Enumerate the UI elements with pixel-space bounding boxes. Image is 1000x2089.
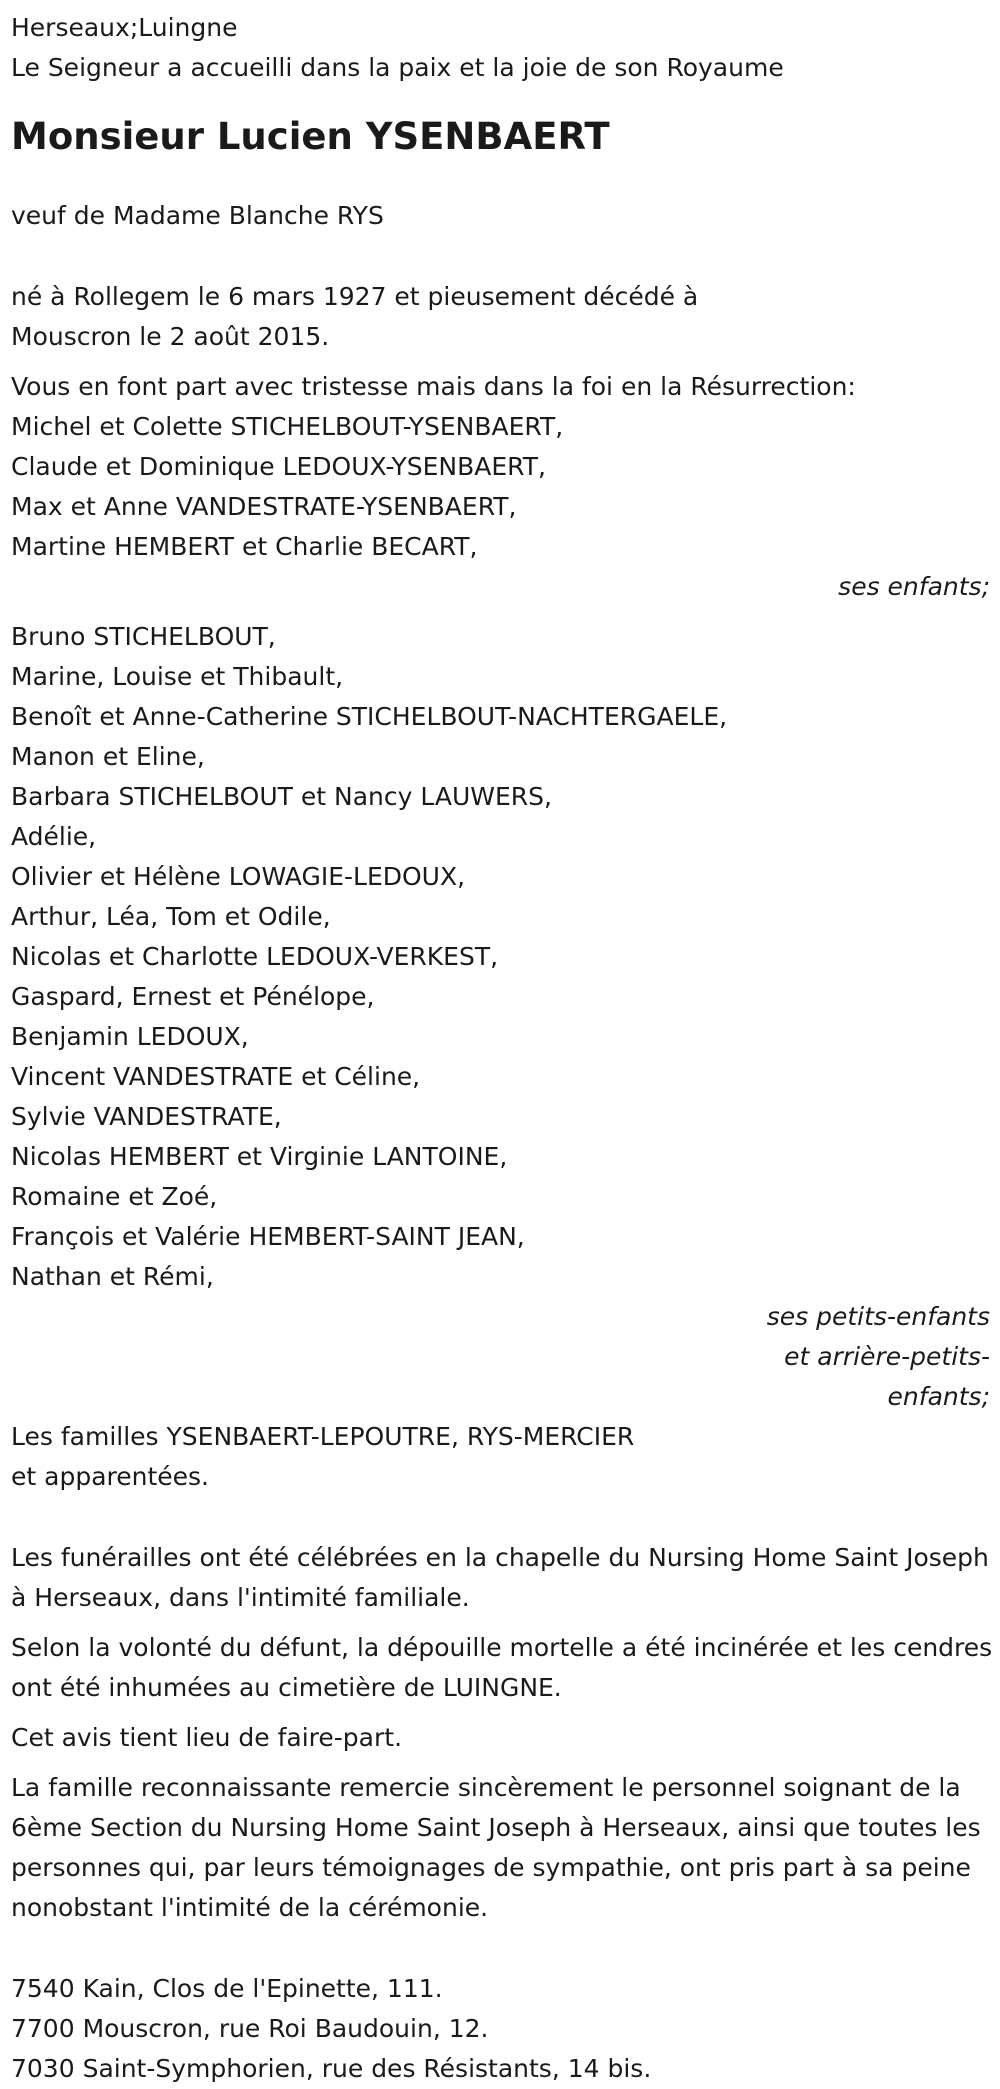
grandchild-entry: Vincent VANDESTRATE et Céline,: [11, 1062, 421, 1091]
families-line: Les familles YSENBAERT-LEPOUTRE, RYS-MERCIER: [11, 1422, 635, 1451]
birth-death-line: né à Rollegem le 6 mars 1927 et pieusement décédé à Mouscron le 2 août 2015.: [11, 282, 699, 351]
grandchild-entry: Adélie,: [11, 822, 97, 851]
grandchild-entry: Benoît et Anne-Catherine STICHELBOUT-NACHTERGAELE,: [11, 702, 728, 731]
children-list: [11, 407, 990, 567]
grandchild-entry: Manon et Eline,: [11, 742, 205, 771]
grandchild-entry: Olivier et Hélène LOWAGIE-LEDOUX,: [11, 862, 466, 891]
address-line: 7700 Mouscron, rue Roi Baudouin, 12.: [11, 2014, 489, 2043]
grandchildren-label-line: et arrière-petits-: [784, 1342, 990, 1371]
grandchildren-label-line: ses petits-enfants: [766, 1302, 990, 1331]
grandchild-entry: Marine, Louise et Thibault,: [11, 662, 344, 691]
grandchild-entry: Bruno STICHELBOUT,: [11, 622, 276, 651]
funeral-paragraph: Les funérailles ont été célébrées en la chapelle du Nursing Home Saint Joseph à Herseaux, dans l'intimité familiale.: [11, 1543, 989, 1612]
addresses-block: [11, 1969, 990, 2089]
notice-paragraph: Cet avis tient lieu de faire-part.: [11, 1723, 403, 1752]
grandchild-entry: Barbara STICHELBOUT et Nancy LAUWERS,: [11, 782, 552, 811]
grandchild-entry: Nicolas HEMBERT et Virginie LANTOINE,: [11, 1142, 508, 1171]
families-block: [11, 1417, 990, 1497]
thanks-paragraph: La famille reconnaissante remercie sincèrement le personnel soignant de la 6ème Section du Nursing Home Saint Joseph à Herseaux, ainsi que toutes les personnes qui, par leurs témoignages de sympathie, ont pris part à sa peine nonobstant l'intimité de la cérémonie.: [11, 1773, 981, 1922]
grandchildren-list: [11, 617, 990, 1297]
child-entry: Claude et Dominique LEDOUX-YSENBAERT,: [11, 452, 546, 481]
grandchildren-label: [11, 1297, 990, 1417]
child-entry: Max et Anne VANDESTRATE-YSENBAERT,: [11, 492, 517, 521]
grandchild-entry: Romaine et Zoé,: [11, 1182, 218, 1211]
deceased-name: Monsieur Lucien YSENBAERT: [11, 115, 610, 158]
grandchild-entry: Benjamin LEDOUX,: [11, 1022, 249, 1051]
cremation-paragraph: Selon la volonté du défunt, la dépouille mortelle a été incinérée et les cendres ont été inhumées au cimetière de LUINGNE.: [11, 1633, 993, 1702]
announcement-line: Vous en font part avec tristesse mais dans la foi en la Résurrection:: [11, 372, 856, 401]
spouse-line: veuf de Madame Blanche RYS: [11, 201, 384, 230]
families-line: et apparentées.: [11, 1462, 209, 1491]
grandchild-entry: François et Valérie HEMBERT-SAINT JEAN,: [11, 1222, 525, 1251]
child-entry: Martine HEMBERT et Charlie BECART,: [11, 532, 478, 561]
grandchild-entry: Arthur, Léa, Tom et Odile,: [11, 902, 331, 931]
grandchild-entry: Sylvie VANDESTRATE,: [11, 1102, 282, 1131]
grandchildren-label-line: enfants;: [887, 1382, 990, 1411]
intro-line: Le Seigneur a accueilli dans la paix et la joie de son Royaume: [11, 53, 784, 82]
address-line: 7540 Kain, Clos de l'Epinette, 111.: [11, 1974, 443, 2003]
grandchild-entry: Gaspard, Ernest et Pénélope,: [11, 982, 375, 1011]
children-label: ses enfants;: [838, 572, 990, 601]
grandchild-entry: Nathan et Rémi,: [11, 1262, 214, 1291]
location-line: Herseaux;Luingne: [11, 13, 238, 42]
child-entry: Michel et Colette STICHELBOUT-YSENBAERT,: [11, 412, 564, 441]
address-line: 7030 Saint-Symphorien, rue des Résistants, 14 bis.: [11, 2054, 652, 2083]
grandchild-entry: Nicolas et Charlotte LEDOUX-VERKEST,: [11, 942, 499, 971]
